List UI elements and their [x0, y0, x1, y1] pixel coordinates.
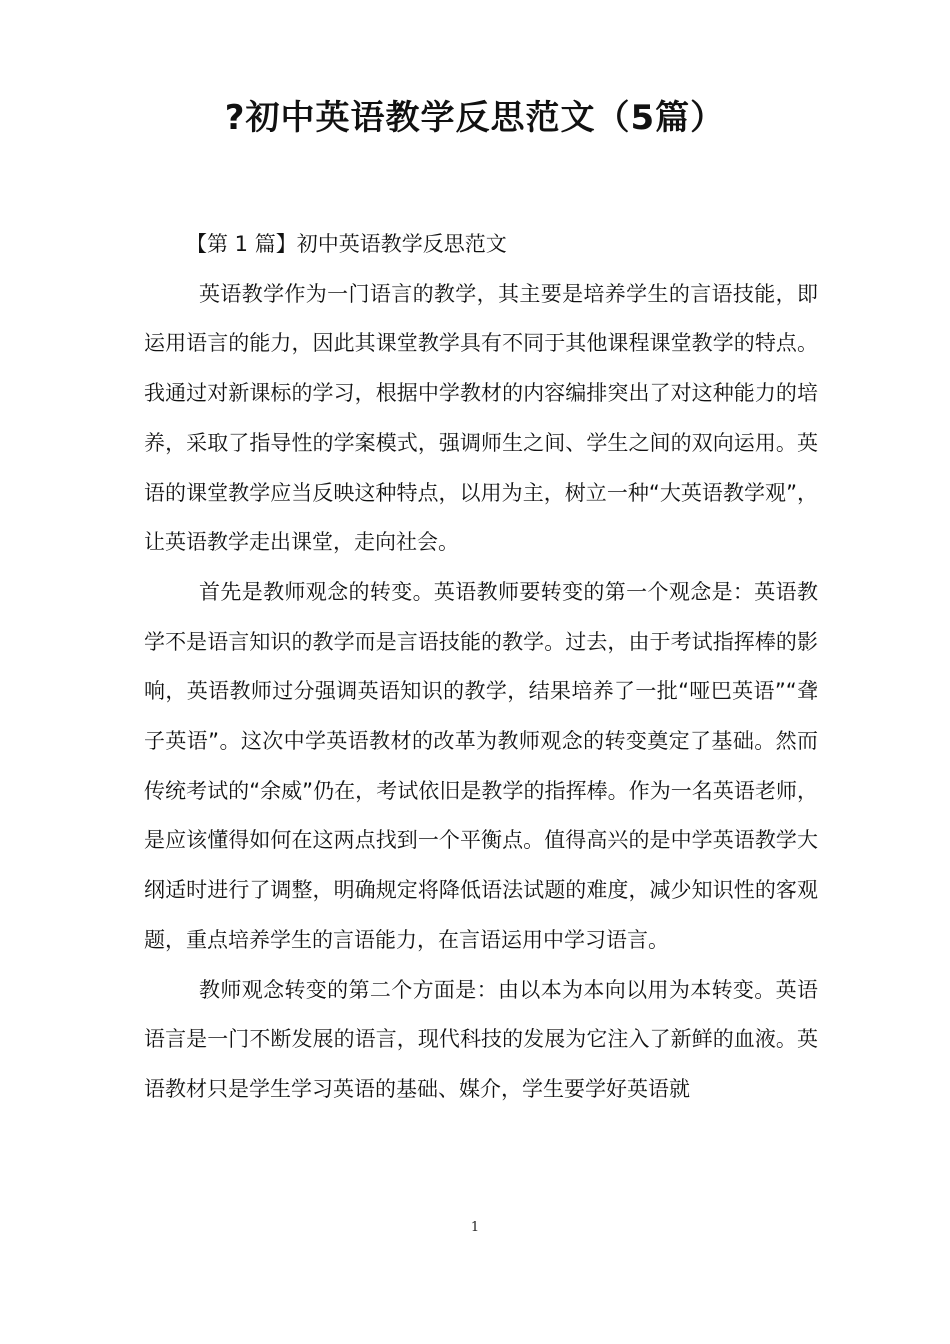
page-number: 1: [470, 1220, 480, 1235]
paragraph-3: 教师观念转变的第二个方面是：由以本为本向以用为本转变。英语语言是一门不断发展的语言，现代科技的发展为它注入了新鲜的血液。英语教材只是学生学习英语的基础、媒介，学生要学好英语就: [144, 977, 818, 1101]
document-title: ?初中英语教学反思范文（5篇）: [224, 98, 726, 138]
paragraph-1: 英语教学作为一门语言的教学，其主要是培养学生的言语技能，即运用语言的能力，因此其课堂教学具有不同于其他课程课堂教学的特点。我通过对新课标的学习，根据中学教材的内容编排突出了对这种能力的培养，采取了指导性的学案模式，强调师生之间、学生之间的双向运用。英语的课堂教学应当反映这种特点，以用为主，树立一种“大英语教学观”，让英语教学走出课堂，走向社会。: [144, 281, 818, 555]
section-heading: 【第 1 篇】初中英语教学反思范文: [186, 232, 507, 256]
paragraph-2: 首先是教师观念的转变。英语教师要转变的第一个观念是：英语教学不是语言知识的教学而是言语技能的教学。过去，由于考试指挥棒的影响，英语教师过分强调英语知识的教学，结果培养了一批“哑巴英语”“聋子英语”。这次中学英语教材的改革为教师观念的转变奠定了基础。然而传统考试的“余威”仍在，考试依旧是教学的指挥棒。作为一名英语老师，是应该懂得如何在这两点找到一个平衡点。值得高兴的是中学英语教学大纲适时进行了调整，明确规定将降低语法试题的难度，减少知识性的客观题，重点培养学生的言语能力，在言语运用中学习语言。: [144, 579, 818, 952]
document-body: [144, 220, 818, 1115]
